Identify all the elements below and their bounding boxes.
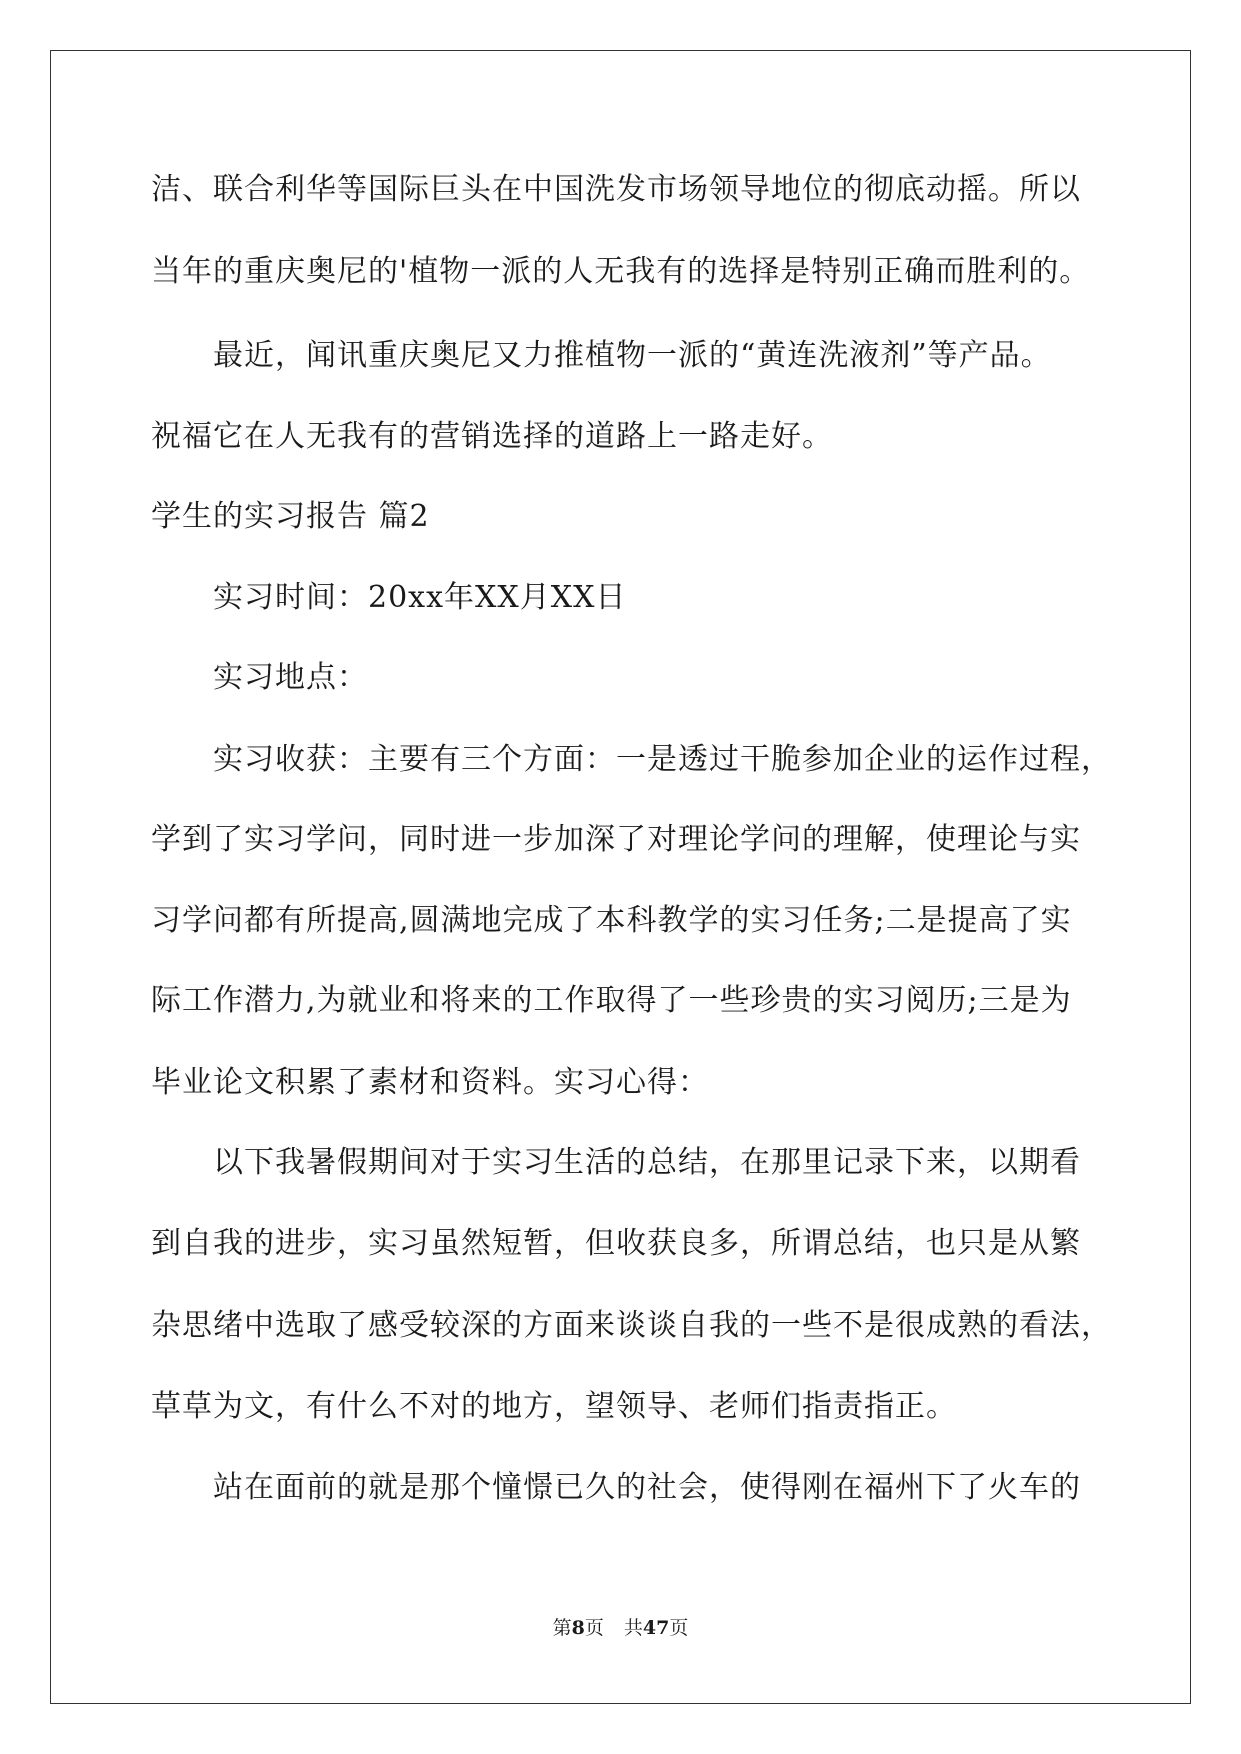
- text-line: 洁、联合利华等国际巨头在中国洗发市场领导地位的彻底动摇。所以: [151, 172, 1081, 207]
- text-line: 习学问都有所提高,圆满地完成了本科教学的实习任务;二是提高了实: [151, 903, 1072, 938]
- paragraph-start: 实习收获：主要有三个方面：一是透过干脆参加企业的运作过程，: [213, 742, 1112, 777]
- text-line: 当年的重庆奥尼的'植物一派的人无我有的选择是特别正确而胜利的。: [151, 254, 1091, 289]
- section-heading: 学生的实习报告 篇2: [151, 499, 430, 534]
- text-line: 草草为文，有什么不对的地方，望领导、老师们指责指正。: [151, 1389, 957, 1424]
- total-pages: 47: [642, 1617, 670, 1639]
- text-line: 际工作潜力,为就业和将来的工作取得了一些珍贵的实习阅历;三是为: [151, 983, 1072, 1018]
- text-line: 毕业论文积累了素材和资料。实习心得：: [151, 1065, 709, 1100]
- page-prefix: 第: [552, 1617, 572, 1639]
- total-suffix: 页: [669, 1617, 689, 1639]
- page-suffix: 页: [584, 1617, 604, 1639]
- page-number: 8: [571, 1617, 585, 1639]
- text-line: 学到了实习学问，同时进一步加深了对理论学问的理解，使理论与实: [151, 822, 1081, 857]
- page-footer: [0, 1616, 1241, 1640]
- paragraph-start: 站在面前的就是那个憧憬已久的社会，使得刚在福州下了火车的: [213, 1470, 1081, 1505]
- internship-time: 实习时间：20xx年XX月XX日: [213, 580, 627, 615]
- text-line: 到自我的进步，实习虽然短暂，但收获良多，所谓总结，也只是从繁: [151, 1226, 1081, 1261]
- text-line: 祝福它在人无我有的营销选择的道路上一路走好。: [151, 419, 833, 454]
- internship-location: 实习地点：: [213, 660, 368, 695]
- page-border: [50, 50, 1191, 1704]
- paragraph-start: 最近，闻讯重庆奥尼又力推植物一派的“黄连洗液剂”等产品。: [213, 338, 1052, 373]
- paragraph-start: 以下我暑假期间对于实习生活的总结，在那里记录下来，以期看: [213, 1145, 1081, 1180]
- total-prefix: 共: [623, 1617, 643, 1639]
- text-line: 杂思绪中选取了感受较深的方面来谈谈自我的一些不是很成熟的看法，: [151, 1308, 1112, 1343]
